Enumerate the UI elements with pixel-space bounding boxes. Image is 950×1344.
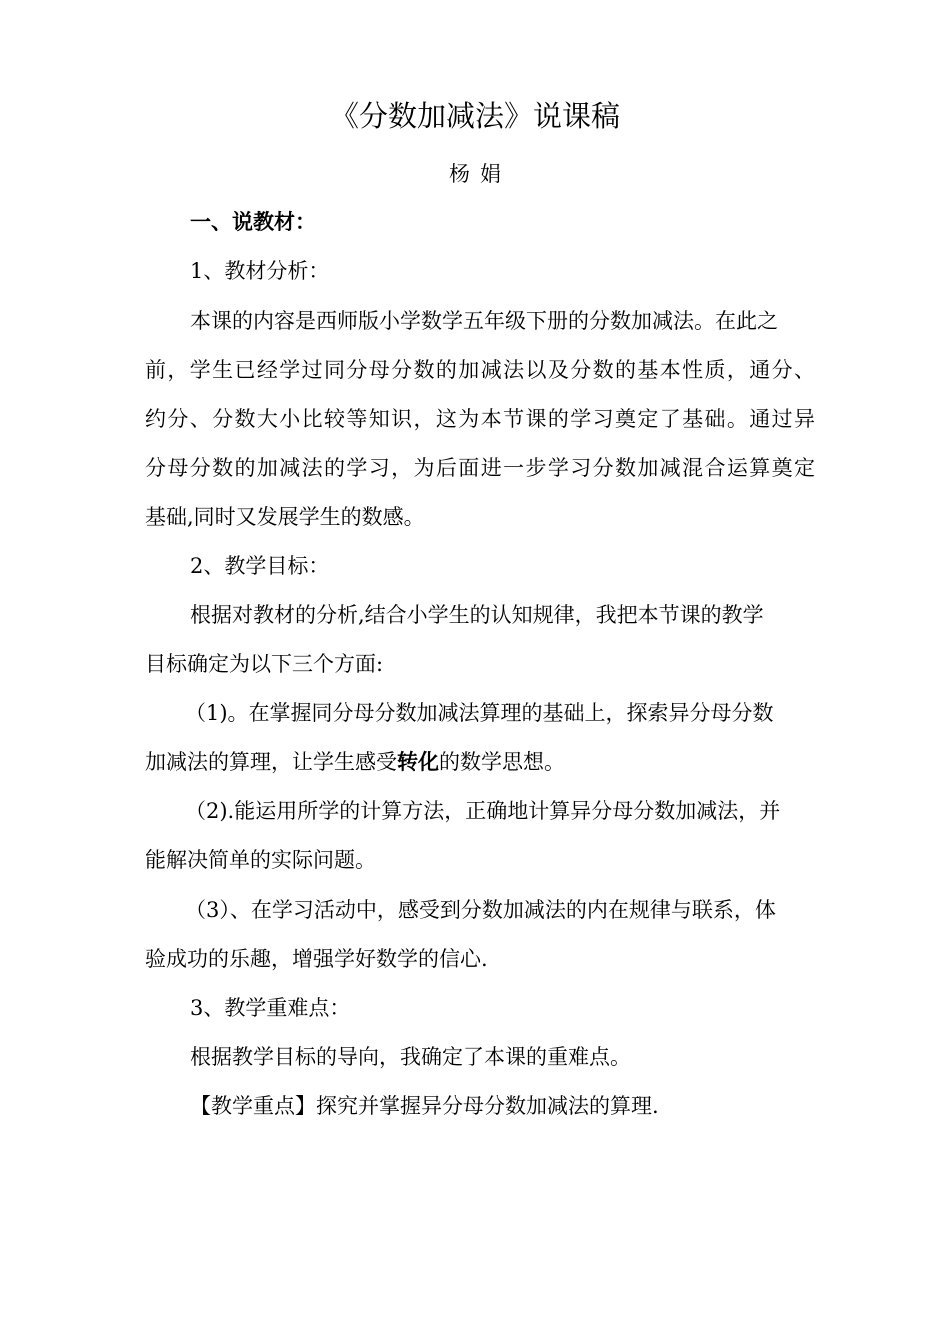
- paragraph-line: 根据教学目标的导向，我确定了本课的重难点。: [190, 1045, 631, 1069]
- paragraph-line: 本课的内容是西师版小学数学五年级下册的分数加减法。在此之: [190, 309, 778, 333]
- paragraph-line: 分母分数的加减法的学习，为后面进一步学习分数加减混合运算奠定: [145, 456, 815, 480]
- goal-3-line: （3）、在学习活动中，感受到分数加减法的内在规律与联系，体: [185, 898, 776, 922]
- paragraph-line: 基础,同时又发展学生的数感。: [145, 505, 425, 529]
- goal-3-line: 验成功的乐趣，增强学好数学的信心.: [145, 947, 488, 971]
- goal-2-line: 能解决简单的实际问题。: [145, 848, 376, 872]
- goal-1-line: （1)。在掌握同分母分数加减法算理的基础上，探索异分母分数: [185, 701, 774, 725]
- document-title: 《分数加减法》说课稿: [329, 99, 620, 133]
- paragraph-line: 前，学生已经学过同分母分数的加减法以及分数的基本性质，通分、: [145, 358, 815, 382]
- paragraph-line: 根据对教材的分析,结合小学生的认知规律，我把本节课的教学: [190, 603, 764, 627]
- goal-2-line: （2).能运用所学的计算方法，正确地计算异分母分数加减法，并: [185, 799, 781, 823]
- section-heading-textbook: 一、说教材：: [190, 210, 316, 234]
- paragraph-line: 目标确定为以下三个方面:: [145, 652, 384, 676]
- subheading-teaching-goals: 2、教学目标：: [190, 554, 330, 578]
- author-name: [0, 158, 950, 188]
- goal-1-line: [145, 748, 825, 776]
- subheading-textbook-analysis: 1、教材分析：: [190, 259, 330, 283]
- author-surname: 杨: [449, 162, 470, 186]
- goal-1-text: 加减法的算理，让学生感受: [145, 750, 397, 774]
- author-given-name: 娟: [480, 162, 501, 186]
- subheading-key-points: 3、教学重难点：: [190, 996, 351, 1020]
- goal-1-bold-term: 转化: [397, 750, 439, 774]
- goal-1-text: 的数学思想。: [439, 750, 565, 774]
- paragraph-line: 约分、分数大小比较等知识，这为本节课的学习奠定了基础。通过异: [145, 407, 815, 431]
- key-point-line: 【教学重点】探究并掌握异分母分数加减法的算理.: [190, 1094, 659, 1118]
